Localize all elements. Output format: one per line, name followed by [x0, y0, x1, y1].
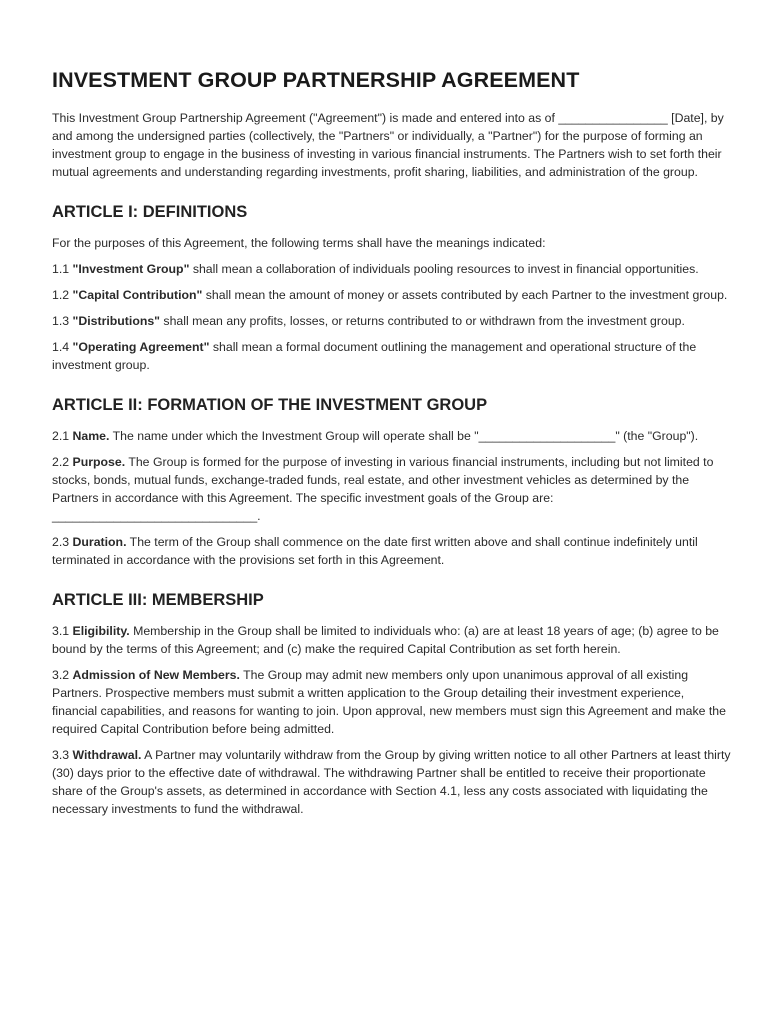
clause-number: 1.2 — [52, 288, 73, 302]
clause-term: Admission of New Members. — [72, 668, 240, 682]
clause-term: "Investment Group" — [72, 262, 190, 276]
clause-2-2 — [52, 453, 732, 525]
clause-3-1 — [52, 622, 732, 658]
clause-number: 3.2 — [52, 668, 73, 682]
clause-number: 3.1 — [52, 624, 73, 638]
clause-2-3 — [52, 533, 732, 569]
clause-3-2 — [52, 666, 732, 738]
clause-term: Withdrawal. — [72, 748, 142, 762]
clause-text: Membership in the Group shall be limited to individuals who: (a) are at least 18 years of age; (b) agree to be bound by the terms of this Agreement; and (c) make the required Capital Contribution as set forth herein. — [52, 624, 719, 656]
clause-text: shall mean the amount of money or assets contributed by each Partner to the investment group. — [202, 288, 728, 302]
clause-2-1 — [52, 427, 732, 445]
clause-text: shall mean a formal document outlining the management and operational structure of the investment group. — [52, 340, 697, 372]
clause-term: Purpose. — [72, 455, 126, 469]
clause-3-3 — [52, 746, 732, 818]
clause-term: Duration. — [72, 535, 127, 549]
clause-1-1 — [52, 260, 732, 278]
clause-term: "Distributions" — [72, 314, 161, 328]
clause-number: 1.3 — [52, 314, 73, 328]
document-page — [52, 68, 732, 826]
clause-text: The Group may admit new members only upon unanimous approval of all existing Partners. Prospective members must submit a written application to the Group detailing their investment experience, financial capabilities, and reasons for wanting to join. Upon approval, new members must sign this Agreement and make the required Capital Contribution before being admitted. — [52, 668, 726, 736]
clause-text: The Group is formed for the purpose of investing in various financial instruments, including but not limited to stocks, bonds, mutual funds, exchange-traded funds, real estate, and other investment vehicles as determined by the Partners in accordance with this Agreement. The specific investment goals of the Group are: ______________________________. — [52, 455, 714, 523]
clause-text: shall mean a collaboration of individuals pooling resources to invest in financial opportunities. — [189, 262, 699, 276]
clause-number: 3.3 — [52, 748, 73, 762]
clause-number: 2.2 — [52, 455, 73, 469]
clause-term: "Operating Agreement" — [72, 340, 210, 354]
clause-number: 2.1 — [52, 429, 73, 443]
clause-term: Name. — [72, 429, 110, 443]
clause-text: shall mean any profits, losses, or returns contributed to or withdrawn from the investment group. — [160, 314, 685, 328]
article-2-heading: ARTICLE II: FORMATION OF THE INVESTMENT GROUP — [52, 396, 488, 414]
article-3-heading: ARTICLE III: MEMBERSHIP — [52, 591, 264, 609]
clause-number: 2.3 — [52, 535, 73, 549]
clause-term: "Capital Contribution" — [72, 288, 203, 302]
clause-1-4 — [52, 338, 732, 374]
clause-term: Eligibility. — [72, 624, 130, 638]
clause-1-2 — [52, 286, 732, 304]
clause-number: 1.1 — [52, 262, 73, 276]
clause-text: A Partner may voluntarily withdraw from the Group by giving written notice to all other Partners at least thirty (30) days prior to the effective date of withdrawal. The withdrawing Partner shall be entitled to receive their proportionate share of the Group's assets, as determined in accordance with Section 4.1, less any costs associated with liquidating the necessary investments to fund the withdrawal. — [52, 748, 731, 816]
article-1-lead: For the purposes of this Agreement, the following terms shall have the meanings indicated: — [52, 236, 546, 250]
clause-number: 1.4 — [52, 340, 73, 354]
intro-paragraph: This Investment Group Partnership Agreement ("Agreement") is made and entered into as of ________________ [Date], by and among the undersigned parties (collectively, the "Partners" or individually, a "Partner") for the purpose of forming an investment group to engage in the business of investing in various financial instruments. The Partners wish to set forth their mutual agreements and understanding regarding investments, profit sharing, liabilities, and administration of the group. — [52, 111, 724, 179]
article-1-heading: ARTICLE I: DEFINITIONS — [52, 203, 248, 221]
document-title: INVESTMENT GROUP PARTNERSHIP AGREEMENT — [52, 68, 580, 92]
clause-text: The term of the Group shall commence on the date first written above and shall continue indefinitely until terminated in accordance with the provisions set forth in this Agreement. — [52, 535, 698, 567]
clause-text: The name under which the Investment Group will operate shall be "____________________" (the "Group"). — [109, 429, 699, 443]
clause-1-3 — [52, 312, 732, 330]
